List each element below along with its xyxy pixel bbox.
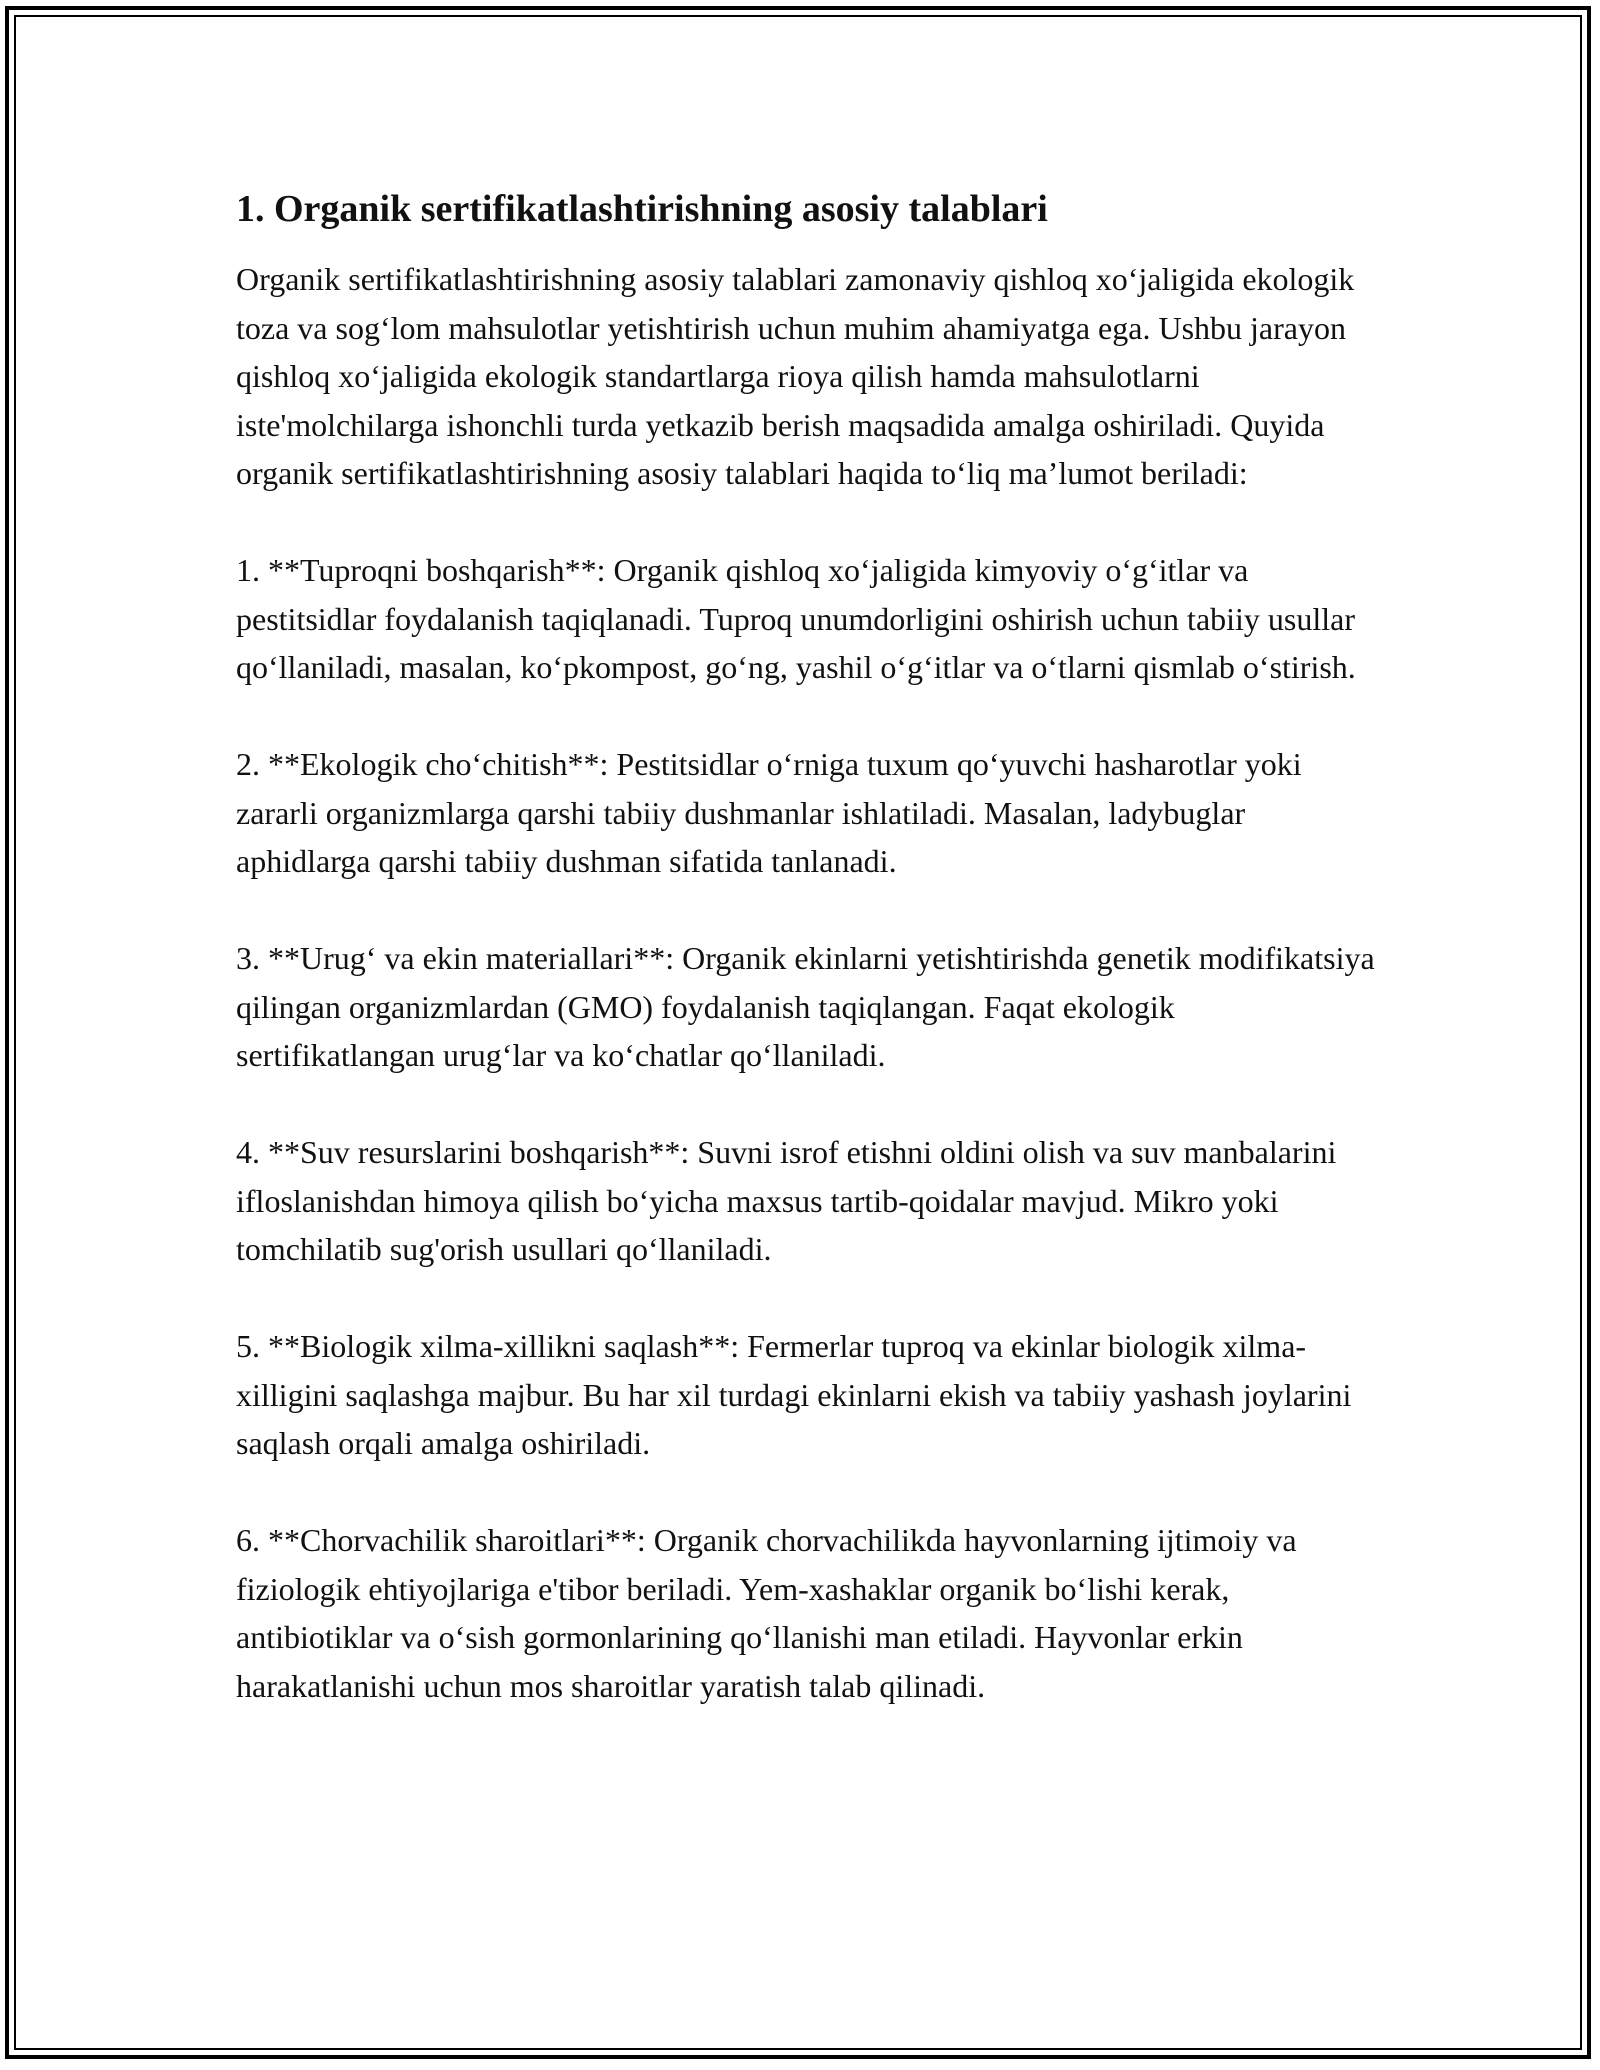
document-body: [236, 185, 1376, 1710]
requirement-paragraph-5: 5. **Biologik xilma-xillikni saqlash**: Fermerlar tuproq va ekinlar biologik xilma-xilligini saqlashga majbur. Bu har xil turdagi ekinlarni ekish va tabiiy yashash joylarini saqlash orqali amalga oshiriladi.: [236, 1328, 1352, 1461]
requirement-paragraph-2: 2. **Ekologik cho‘chitish**: Pestitsidlar o‘rniga tuxum qo‘yuvchi hasharotlar yoki zararli organizmlarga qarshi tabiiy dushmanlar ishlatiladi. Masalan, ladybuglar aphidlarga qarshi tabiiy dushman sifatida tanlanadi.: [236, 746, 1302, 879]
requirement-paragraph-3: 3. **Urug‘ va ekin materiallari**: Organik ekinlarni yetishtirishda genetik modifikatsiya qilingan organizmlardan (GMO) foydalanish taqiqlangan. Faqat ekologik sertifikatlangan urug‘lar va ko‘chatlar qo‘llaniladi.: [236, 940, 1375, 1073]
requirement-paragraph-4: 4. **Suv resurslarini boshqarish**: Suvni isrof etishni oldini olish va suv manbalarini ifloslanishdan himoya qilish bo‘yicha maxsus tartib-qoidalar mavjud. Mikro yoki tomchilatib sug'orish usullari qo‘llaniladi.: [236, 1134, 1337, 1267]
section-heading: 1. Organik sertifikatlashtirishning asosiy talablari: [236, 188, 1048, 230]
intro-paragraph: Organik sertifikatlashtirishning asosiy talablari zamonaviy qishloq xo‘jaligida ekologik toza va sog‘lom mahsulotlar yetishtirish uchun muhim ahamiyatga ega. Ushbu jarayon qishloq xo‘jaligida ekologik standartlarga rioya qilish hamda mahsulotlarni iste'molchilarga ishonchli turda yetkazib berish maqsadida amalga oshiriladi. Quyida organik sertifikatlashtirishning asosiy talablari haqida to‘liq ma’lumot beriladi:: [236, 261, 1355, 491]
requirement-paragraph-1: 1. **Tuproqni boshqarish**: Organik qishloq xo‘jaligida kimyoviy o‘g‘itlar va pestitsidlar foydalanish taqiqlanadi. Tuproq unumdorligini oshirish uchun tabiiy usullar qo‘llaniladi, masalan, ko‘pkompost, go‘ng, yashil o‘g‘itlar va o‘tlarni qismlab o‘stirish.: [236, 552, 1356, 685]
requirement-paragraph-6: 6. **Chorvachilik sharoitlari**: Organik chorvachilikda hayvonlarning ijtimoiy va fiziologik ehtiyojlariga e'tibor beriladi. Yem-xashaklar organik bo‘lishi kerak, antibiotiklar va o‘sish gormonlarining qo‘llanishi man etiladi. Hayvonlar erkin harakatlanishi uchun mos sharoitlar yaratish talab qilinadi.: [236, 1522, 1297, 1704]
